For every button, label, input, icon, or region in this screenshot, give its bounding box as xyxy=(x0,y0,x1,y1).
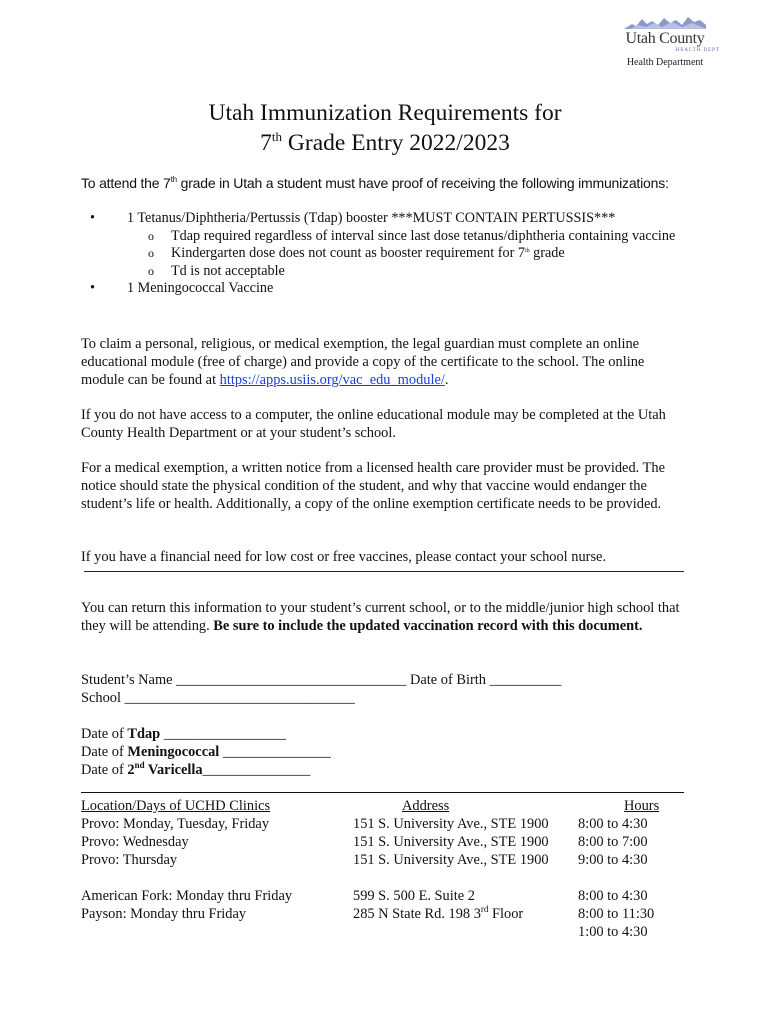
student-name-field[interactable]: Student’s Name ________________________________ Date of Birth __________ xyxy=(81,672,562,688)
table-header-row xyxy=(81,797,684,815)
table-row: Provo: Thursday 151 S. University Ave., STE 1900 9:00 to 4:30 xyxy=(81,852,648,868)
list-item: • 1 Tetanus/Diphtheria/Pertussis (Tdap) booster ***MUST CONTAIN PERTUSSIS*** o Tdap required regardless of interval since last dose tetanus/diphtheria containing vaccine o Kindergarten dose does not count as booster requirement for 7th grade o Td is not acceptable xyxy=(81,210,681,280)
exemption-module-link[interactable]: https://apps.usiis.org/vac_edu_module/ xyxy=(219,372,445,388)
logo-tagline: HEALTH DEPT xyxy=(675,48,720,53)
varicella-date-field[interactable]: Date of 2nd Varicella_______________ xyxy=(81,760,311,778)
return-paragraph: You can return this information to your student’s current school, or to the middle/junior high school that they will be attending. Be sure to include the updated vaccination record with this document. xyxy=(81,600,680,634)
table-spacer xyxy=(81,869,684,887)
school-field[interactable]: School ________________________________ xyxy=(81,690,355,706)
list-item: • 1 Meningococcal Vaccine xyxy=(81,280,681,298)
intro-text: To attend the 7th grade in Utah a student must have proof of receiving the following immunizations: xyxy=(81,175,669,191)
column-header: Location/Days of UCHD Clinics xyxy=(81,798,271,814)
medical-exemption-paragraph: For a medical exemption, a written notice from a licensed health care provider must be provided. The notice should state the physical condition of the student, and why that vaccine would endanger the student’s life or health. Additionally, a copy of the online exemption certificate needs to be provided. xyxy=(81,460,665,512)
tdap-notes-list xyxy=(127,228,681,281)
column-header: Address xyxy=(402,798,450,814)
logo-department: Health Department xyxy=(626,57,704,68)
requirements-list xyxy=(81,210,681,298)
column-header: Hours xyxy=(624,798,660,814)
table-row: Provo: Wednesday 151 S. University Ave., STE 1900 8:00 to 7:00 xyxy=(81,834,648,850)
title-line-2: 7th Grade Entry 2022/2023 xyxy=(260,129,510,156)
table-row: Payson: Monday thru Friday 285 N State Rd. 198 3rd Floor 8:00 to 11:30 xyxy=(81,904,655,922)
tdap-date-field[interactable]: Date of Tdap _________________ xyxy=(81,726,287,742)
financial-paragraph: If you have a financial need for low cost or free vaccines, please contact your school nurse. xyxy=(81,549,607,565)
exemption-paragraph: To claim a personal, religious, or medical exemption, the legal guardian must complete an online educational module (free of charge) and provide a copy of the certificate to the school. The online module can be found at https://apps.usiis.org/vac_edu_module/. xyxy=(81,336,645,388)
list-item: o Td is not acceptable xyxy=(127,263,681,281)
meningococcal-date-field[interactable]: Date of Meningococcal _______________ xyxy=(81,744,331,760)
page-title xyxy=(0,98,770,158)
list-item: o Tdap required regardless of interval since last dose tetanus/diphtheria containing vaccine xyxy=(127,228,681,246)
table-row: American Fork: Monday thru Friday 599 S. 500 E. Suite 2 8:00 to 4:30 xyxy=(81,888,648,904)
list-item: o Kindergarten dose does not count as booster requirement for 7th grade xyxy=(127,245,681,263)
title-line-1: Utah Immunization Requirements for xyxy=(208,100,562,126)
utah-county-logo xyxy=(610,16,720,69)
access-paragraph: If you do not have access to a computer, the online educational module may be completed at the Utah County Health Department or at your student’s school. xyxy=(81,407,666,441)
logo-name: Utah County xyxy=(625,30,705,47)
mountain-icon xyxy=(624,16,706,30)
table-row: Provo: Monday, Tuesday, Friday 151 S. University Ave., STE 1900 8:00 to 4:30 xyxy=(81,816,648,832)
divider xyxy=(84,571,684,572)
clinics-table xyxy=(81,797,684,941)
table-row: 1:00 to 4:30 xyxy=(578,924,648,940)
divider xyxy=(81,792,684,793)
